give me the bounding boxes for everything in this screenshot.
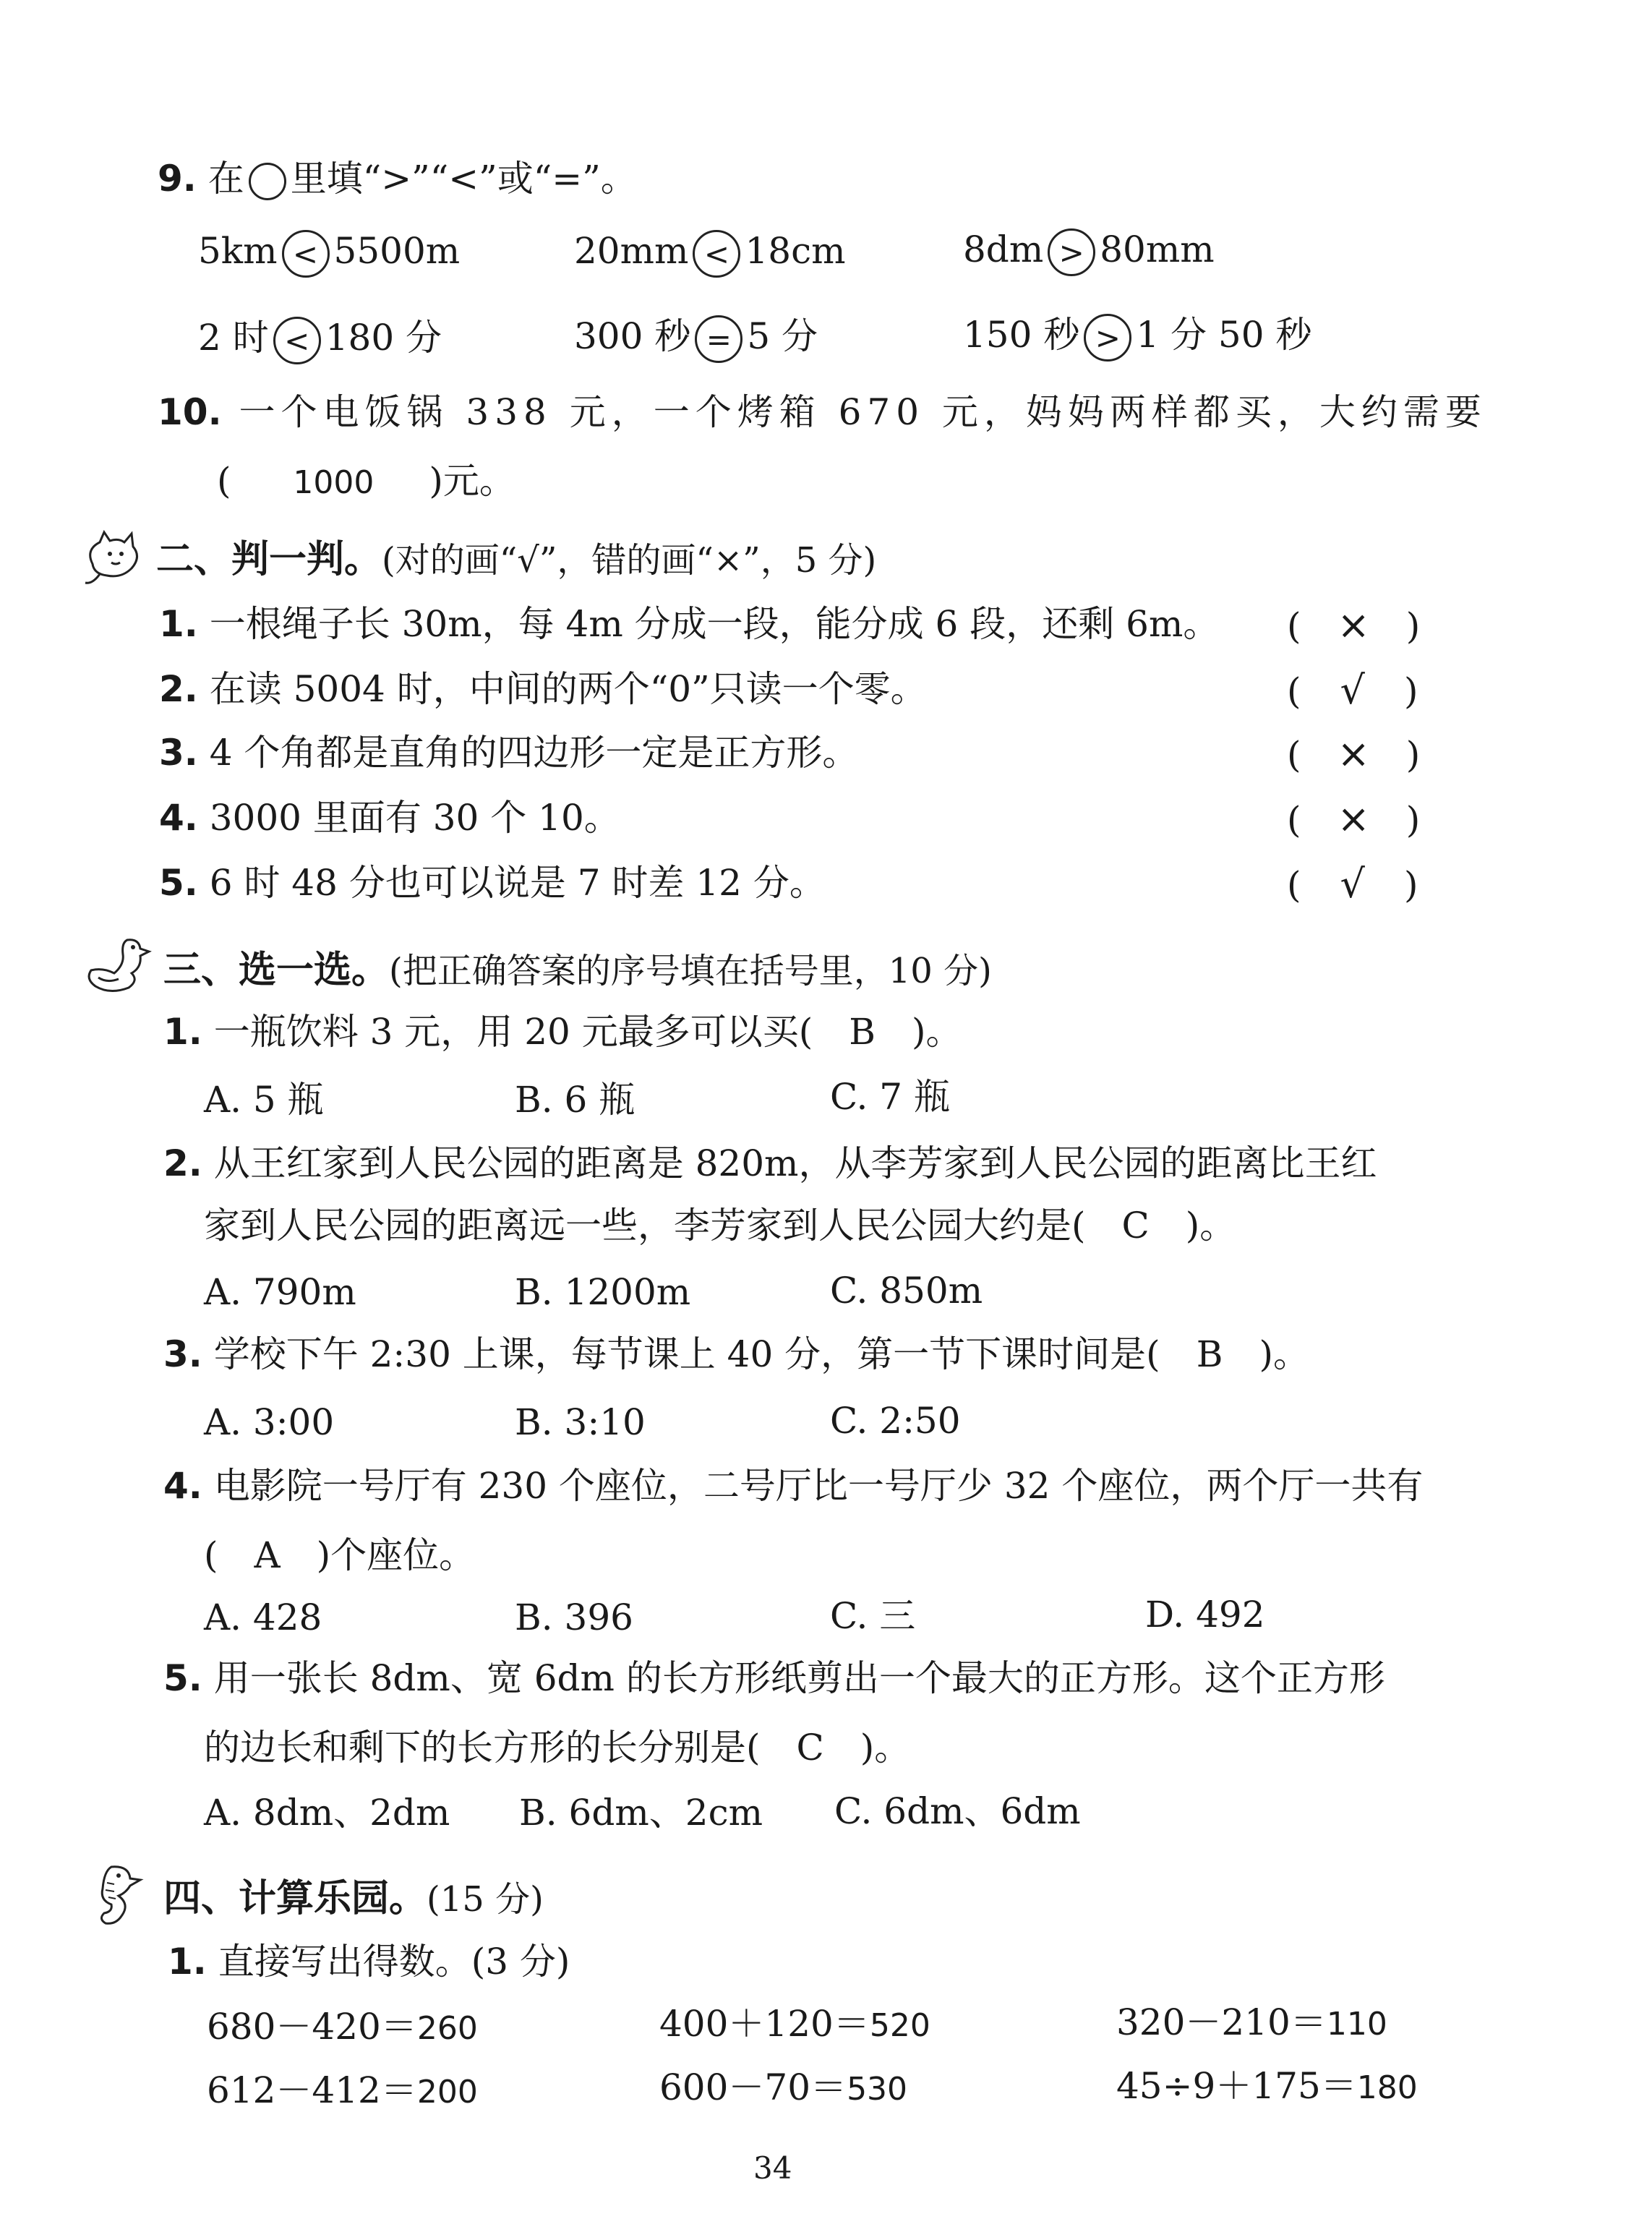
s3-q4-option-b: B. 396 <box>515 1596 633 1638</box>
q9-compare-r1c2: 20mm < 18cm <box>574 230 846 278</box>
s2-mark-1: ( × ) <box>1287 602 1421 648</box>
s3-q3-answer: B <box>1196 1333 1223 1375</box>
s3-q5-line1: 5. 用一张长 8dm、宽 6dm 的长方形纸剪出一个最大的正方形。这个正方形 <box>163 1657 1385 1699</box>
q9-compare-r1c3: 8dm > 80mm <box>963 228 1215 276</box>
s2-mark-2: ( √ ) <box>1287 667 1418 713</box>
s3-q1-option-c: C. 7 瓶 <box>830 1076 950 1118</box>
section4-heading: 四、计算乐园。(15 分) <box>163 1877 544 1920</box>
seahorse-mascot-icon <box>90 1861 147 1933</box>
s3-q5-line2: 的边长和剩下的长方形的长分别是( C )。 <box>204 1727 911 1769</box>
s2-item-4: 4. 3000 里面有 30 个 10。 <box>159 797 620 839</box>
s3-q3-option-c: C. 2:50 <box>830 1400 961 1442</box>
calc-item-2: 400＋120＝520 <box>659 2003 930 2045</box>
duck-mascot-icon <box>81 933 153 998</box>
cat-mascot-icon <box>78 528 150 589</box>
blank-circle-icon <box>249 163 286 200</box>
s2-mark-3: ( × ) <box>1287 731 1421 777</box>
s3-q1-answer: B <box>849 1011 876 1053</box>
compare-circle: > <box>1084 314 1131 362</box>
s3-q5-option-c: C. 6dm、6dm <box>834 1790 1081 1832</box>
s3-q1-option-a: A. 5 瓶 <box>204 1079 324 1121</box>
s3-q4-option-c: C. 三 <box>830 1595 916 1637</box>
section3-heading: 三、选一选。(把正确答案的序号填在括号里，10 分) <box>163 949 992 992</box>
q9-compare-r2c1: 2 时 < 180 分 <box>198 317 442 364</box>
s3-q2-option-c: C. 850m <box>830 1270 983 1312</box>
s3-q4-answer: A <box>254 1534 281 1576</box>
calc-item-6: 45÷9＋175＝180 <box>1116 2065 1418 2107</box>
s2-item-2: 2. 在读 5004 时，中间的两个“0”只读一个零。 <box>159 668 927 710</box>
compare-circle: > <box>1048 228 1095 276</box>
compare-circle: = <box>695 315 742 363</box>
calc-item-1: 680－420＝260 <box>207 2006 478 2048</box>
q9-compare-r1c1: 5km < 5500m <box>198 230 460 278</box>
calc-item-4: 612－412＝200 <box>207 2069 478 2111</box>
s3-q4-option-a: A. 428 <box>204 1596 322 1638</box>
compare-circle: < <box>282 230 330 278</box>
s2-item-3: 3. 4 个角都是直角的四边形一定是正方形。 <box>159 732 859 774</box>
section2-heading: 二、判一判。(对的画“√”，错的画“×”，5 分) <box>156 538 877 581</box>
s3-q4-option-d: D. 492 <box>1145 1594 1265 1636</box>
s3-q1-option-b: B. 6 瓶 <box>515 1079 635 1121</box>
compare-circle: < <box>693 230 740 278</box>
s3-q2-option-b: B. 1200m <box>515 1271 691 1313</box>
calc-item-3: 320－210＝110 <box>1116 2001 1387 2043</box>
s3-q5-answer: C <box>796 1727 824 1769</box>
s2-item-1: 1. 一根绳子长 30m，每 4m 分成一段，能分成 6 段，还剩 6m。 <box>159 603 1220 645</box>
s3-q5-option-b: B. 6dm、2cm <box>519 1792 763 1834</box>
s2-mark-5: ( √ ) <box>1287 861 1418 907</box>
s3-q2-line2: 家到人民公园的距离远一些，李芳家到人民公园大约是( C )。 <box>204 1205 1236 1247</box>
s3-q5-option-a: A. 8dm、2dm <box>204 1792 450 1834</box>
q9-heading: 9. 在 里填“>”“<”或“=”。 <box>158 158 637 200</box>
s3-q2-option-a: A. 790m <box>204 1271 356 1313</box>
s3-q2-answer: C <box>1121 1205 1150 1247</box>
s3-q1: 1. 一瓶饮料 3 元，用 20 元最多可以买( B )。 <box>163 1011 962 1053</box>
s3-q3-option-b: B. 3:10 <box>515 1401 646 1443</box>
q9-compare-r2c2: 300 秒 = 5 分 <box>574 315 818 363</box>
q9-number: 9. <box>158 158 197 200</box>
page-number: 34 <box>753 2150 792 2186</box>
q9-compare-r2c3: 150 秒 > 1 分 50 秒 <box>963 314 1311 362</box>
q10-answer: 1000 <box>293 464 375 501</box>
s2-mark-4: ( × ) <box>1287 796 1421 842</box>
s3-q4-line2: ( A )个座位。 <box>204 1534 476 1576</box>
calc-item-5: 600－70＝530 <box>659 2066 908 2108</box>
s3-q2-line1: 2. 从王红家到人民公园的距离是 820m，从李芳家到人民公园的距离比王红 <box>163 1142 1377 1184</box>
compare-circle: < <box>273 317 321 364</box>
s3-q4-line1: 4. 电影院一号厅有 230 个座位，二号厅比一号厅少 32 个座位，两个厅一共有 <box>163 1465 1424 1507</box>
s3-q3-option-a: A. 3:00 <box>204 1401 335 1443</box>
q10-line2: ( 1000 )元。 <box>217 460 515 502</box>
s2-item-5: 5. 6 时 48 分也可以说是 7 时差 12 分。 <box>159 862 826 904</box>
s4-q1-heading: 1. 直接写出得数。(3 分) <box>168 1941 570 1983</box>
s3-q3: 3. 学校下午 2:30 上课，每节课上 40 分，第一节下课时间是( B )。 <box>163 1333 1309 1375</box>
q10-line1: 10. 一个电饭锅 338 元，一个烤箱 670 元，妈妈两样都买，大约需要 <box>158 391 1487 433</box>
